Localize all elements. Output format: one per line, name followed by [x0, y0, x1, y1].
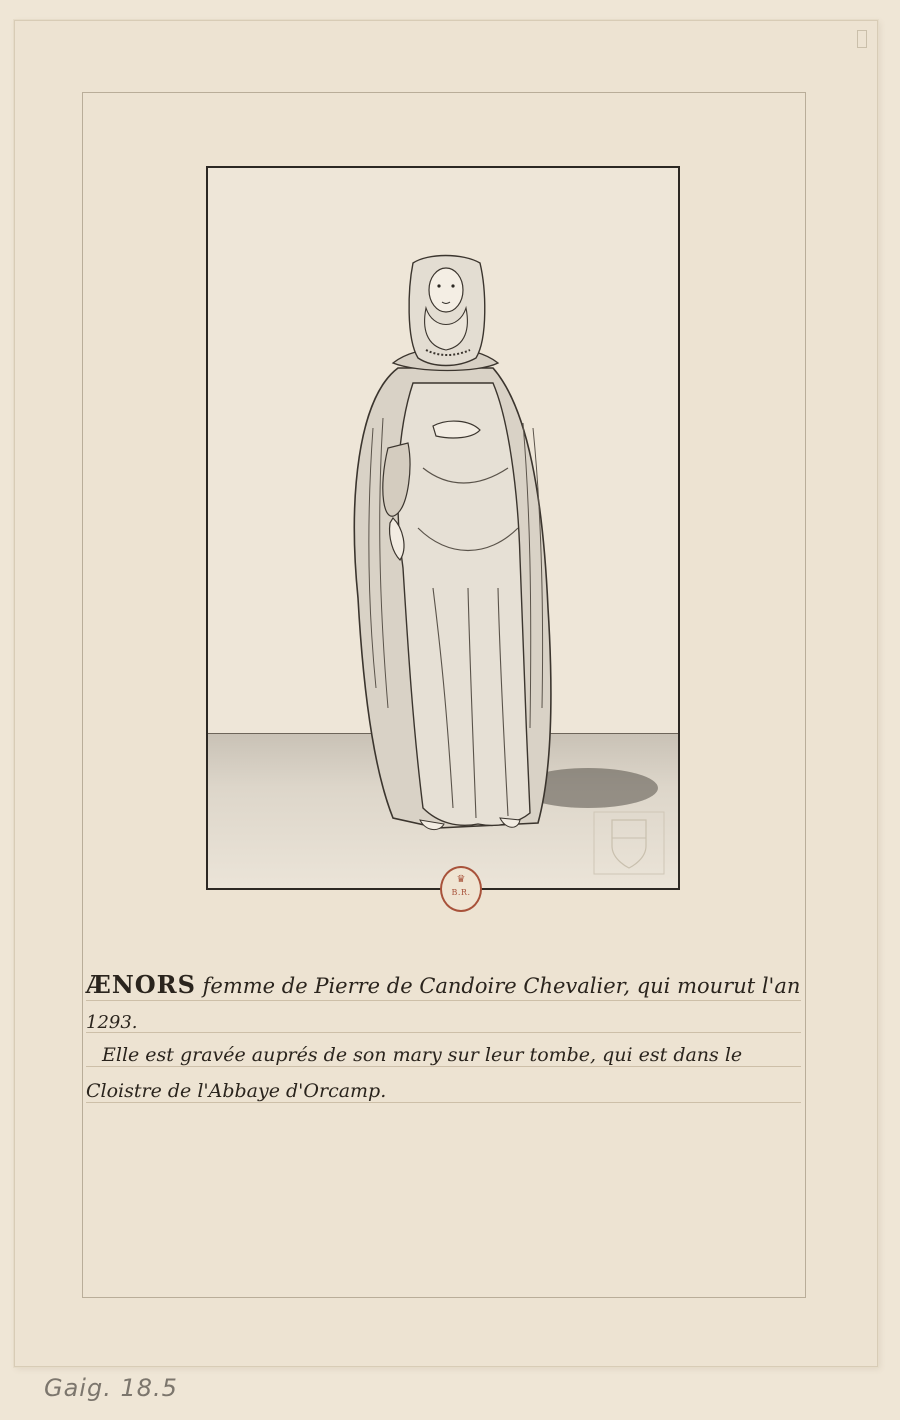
ruled-line [86, 1066, 801, 1067]
ruled-line [86, 1032, 801, 1033]
caption-line-4: Cloistre de l'Abbaye d'Orcamp. [86, 1080, 387, 1102]
crown-icon: ♛ [456, 874, 466, 885]
shelfmark: Gaig. 18.5 [44, 1374, 178, 1402]
caption-line-3: Elle est gravée auprés de son mary sur leur tombe, qui est dans le [102, 1044, 743, 1066]
library-stamp [440, 866, 482, 912]
stamp-mark: B.R. [451, 888, 471, 897]
effigy-figure [208, 168, 678, 888]
faint-coat-of-arms [590, 808, 668, 878]
caption-text: femme de Pierre de Candoire Chevalier, qui mourut l'an [202, 974, 801, 998]
ruled-line [86, 1102, 801, 1103]
sheet-corner-mark [857, 30, 867, 48]
illustration-plate [206, 166, 680, 890]
caption-line-2: 1293. [86, 1012, 138, 1033]
subject-name: ÆNORS [86, 970, 196, 999]
ruled-line [86, 1000, 801, 1001]
caption-line-1 [86, 970, 800, 999]
